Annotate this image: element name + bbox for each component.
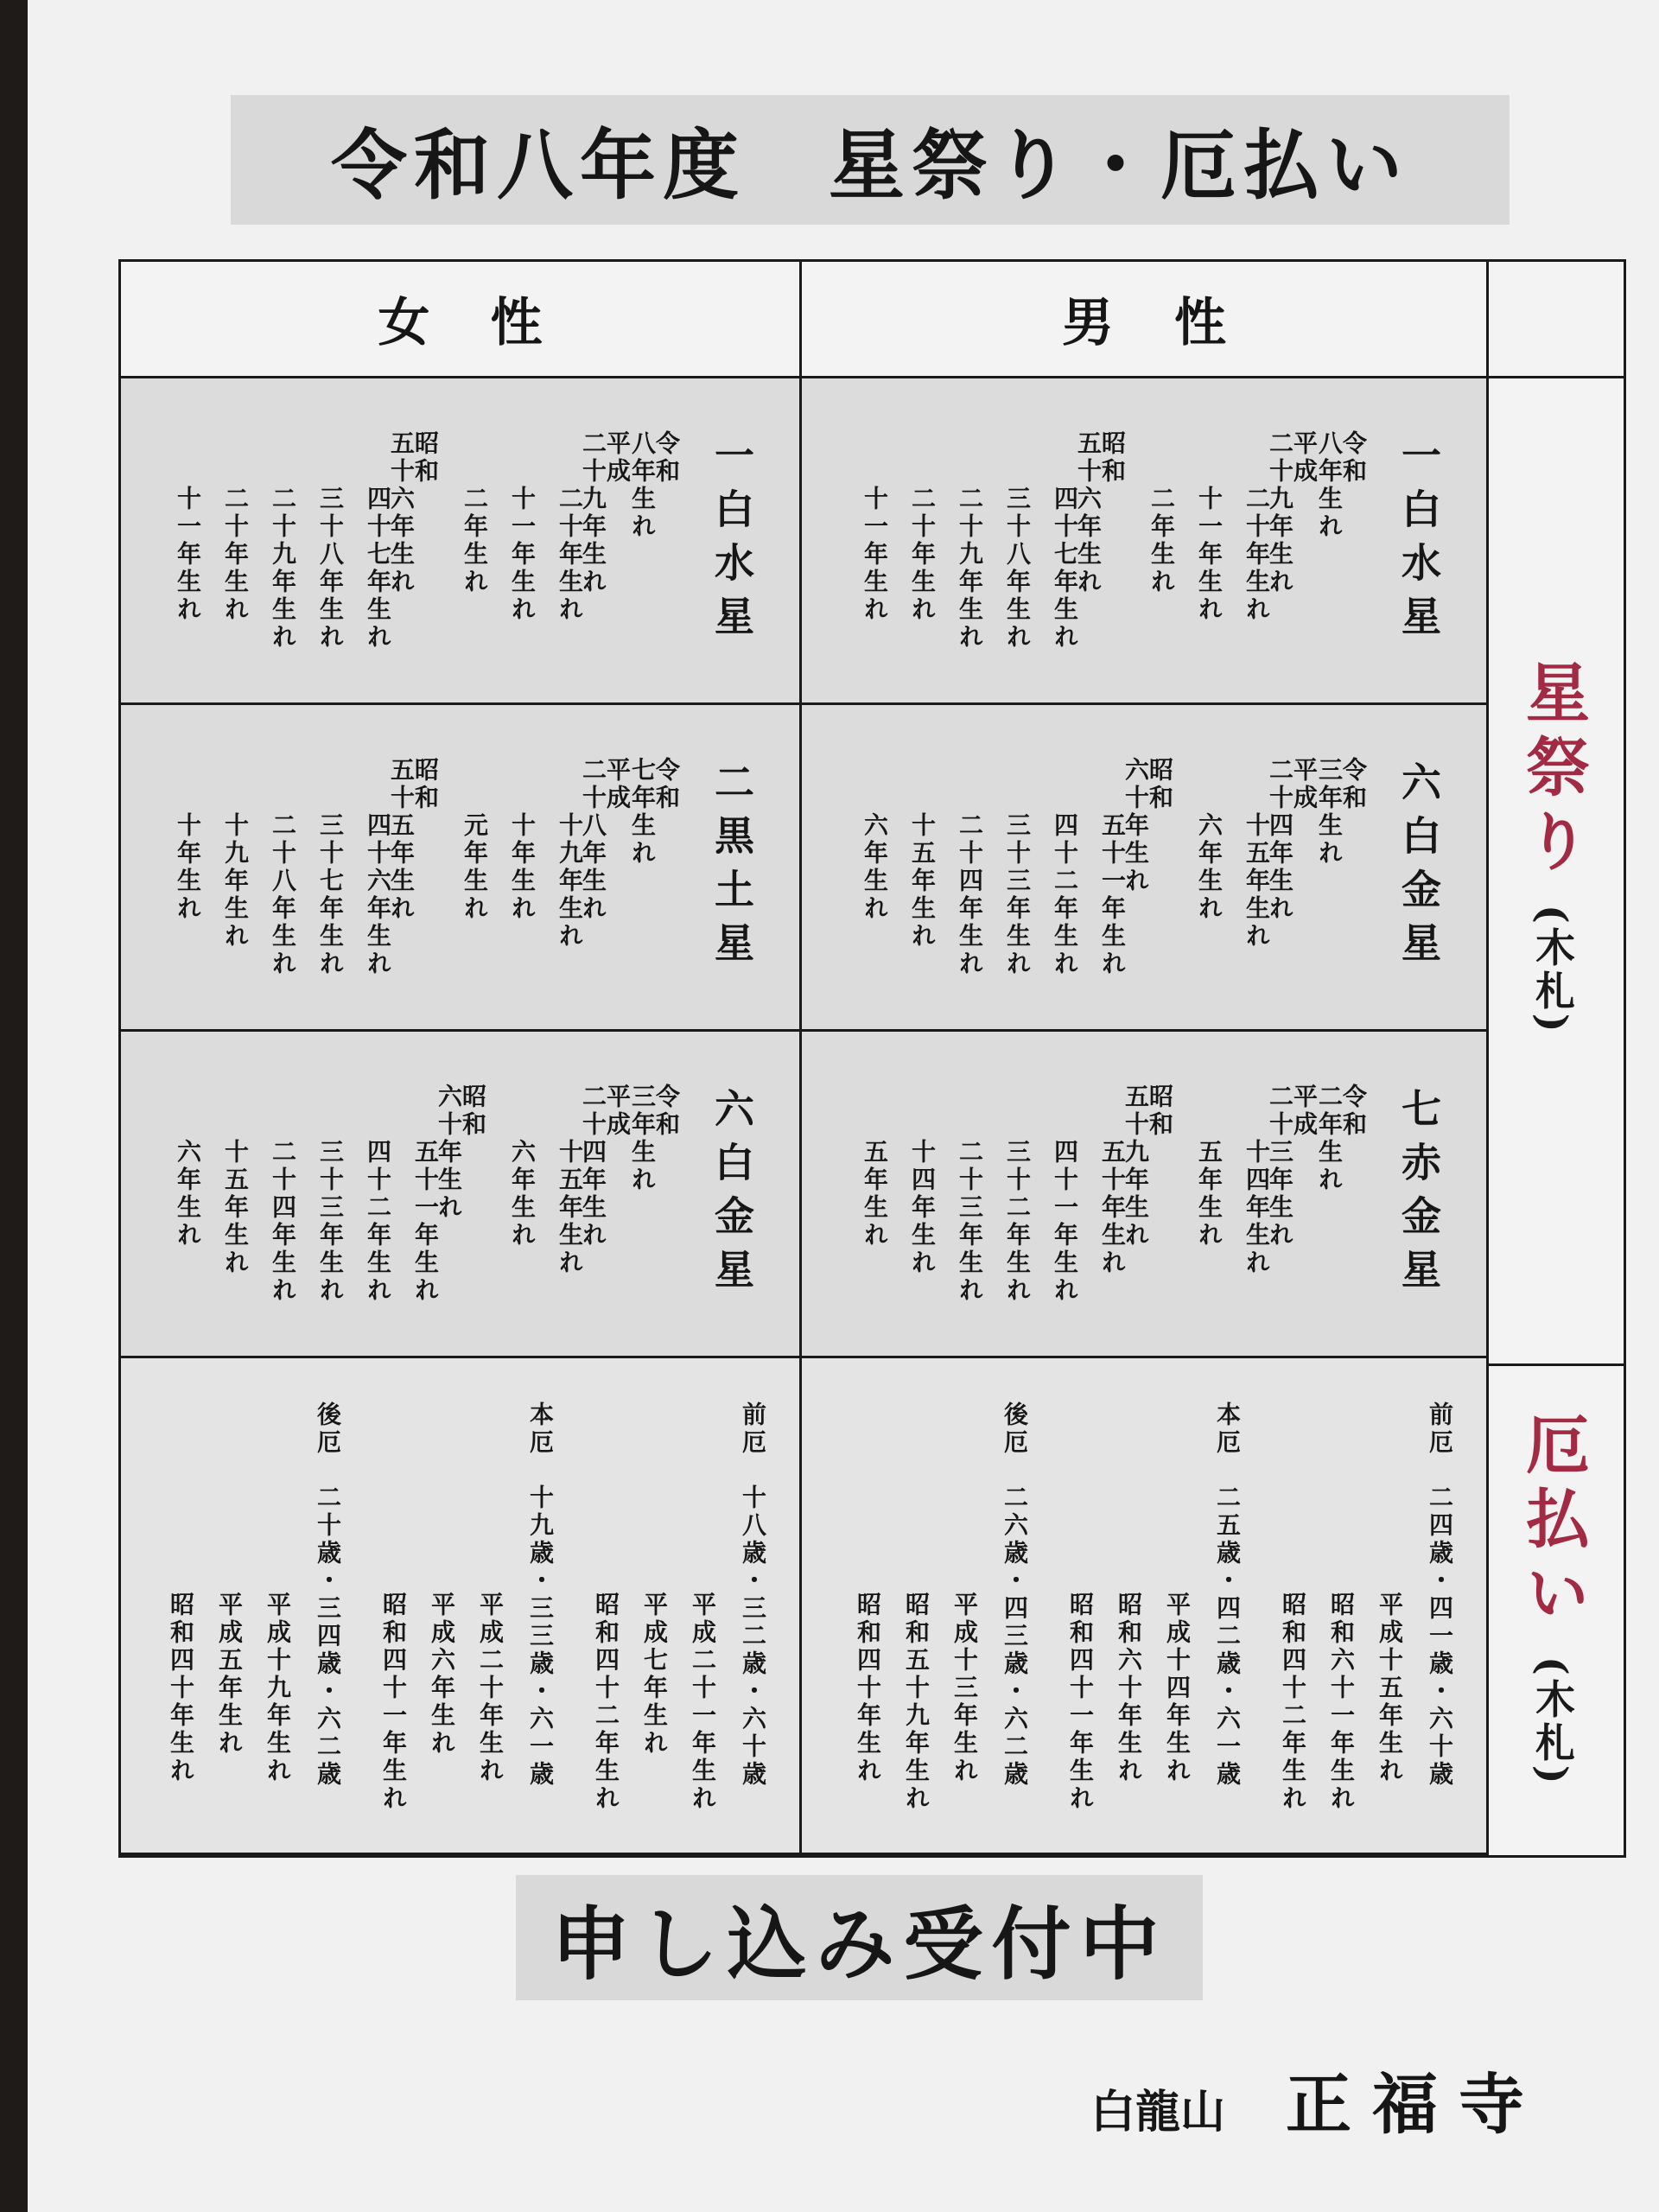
hoshi-cell-female: [121, 705, 802, 1032]
birth-year-column: [1074, 430, 1127, 596]
yaku-birth-year: 平成十九年生れ: [264, 1592, 292, 1785]
birth-year-column: [557, 812, 582, 950]
birth-year-column: [461, 486, 489, 596]
birth-year: 五十九年生れ: [1122, 1084, 1150, 1249]
yaku-label: 本厄: [526, 1402, 555, 1457]
birth-year: 十九年生れ: [221, 812, 250, 950]
birth-year: 十五年生れ: [908, 812, 937, 950]
era-name: 令和: [652, 757, 681, 812]
birth-year: 四十七年生れ: [364, 486, 392, 652]
birth-year-column: [1195, 1139, 1224, 1249]
birth-year-column: [628, 1084, 681, 1194]
birth-year-column: [508, 812, 537, 923]
birth-year-column: [1123, 757, 1172, 895]
yaku-birth-year: 平成二十年生れ: [476, 1592, 505, 1785]
birth-year: 二十四年生れ: [1266, 757, 1294, 923]
birth-year: 三十三年生れ: [1003, 812, 1032, 978]
birth-year-column: [1003, 486, 1032, 652]
page-title: 令和八年度 星祭り・厄払い: [231, 95, 1510, 225]
era-name: 令和: [1339, 1084, 1368, 1139]
yaku-birth-year: 平成五年生れ: [215, 1592, 244, 1758]
era-name: 昭和: [459, 1084, 487, 1139]
yaku-birth-year: 平成七年生れ: [640, 1592, 669, 1758]
birth-year: 二十九年生れ: [579, 430, 607, 596]
birth-year: 十九年生れ: [556, 812, 584, 950]
yaku-birth-year: 昭和四十二年生れ: [1279, 1592, 1307, 1813]
birth-year: 八年生れ: [1315, 430, 1344, 541]
yaku-birth-year: 昭和四十年生れ: [167, 1592, 195, 1785]
birth-year-column: [908, 1139, 937, 1277]
birth-year: 十一年生れ: [861, 486, 889, 624]
birth-year-column: [175, 1139, 200, 1249]
birth-year-column: [316, 812, 345, 978]
birth-year: 十四年生れ: [908, 1139, 937, 1277]
birth-year-column: [365, 812, 390, 978]
yaku-label-column: [741, 1402, 765, 1789]
birth-year-column: [387, 757, 440, 923]
yaku-birth-year: 昭和六十年生れ: [1115, 1592, 1143, 1785]
birth-year: 二十年生れ: [556, 486, 584, 624]
era-name: 平成: [1290, 430, 1319, 486]
birth-year-column: [908, 486, 937, 624]
birth-year-column: [1003, 812, 1032, 978]
yaku-birth-year: 平成十三年生れ: [950, 1592, 979, 1785]
side-label-hoshi-main: 星祭り: [1516, 659, 1590, 882]
birth-year-column: [1243, 1139, 1271, 1277]
birth-year-column: [436, 1084, 485, 1222]
yaku-spacer: [739, 1457, 767, 1484]
era-name: 令和: [652, 1084, 681, 1139]
birth-year-column: [628, 430, 681, 541]
birth-year-column: [365, 486, 390, 652]
birth-year: 十五年生れ: [1243, 812, 1271, 950]
birth-year: 四十六年生れ: [364, 812, 392, 978]
birth-year: 二十九年生れ: [956, 486, 984, 652]
birth-year: 十一年生れ: [1195, 486, 1224, 624]
yaku-spacer: [1213, 1457, 1242, 1484]
birth-year-column: [461, 812, 489, 923]
birth-year: 三年生れ: [1315, 757, 1344, 868]
era-name: 昭和: [1146, 1084, 1174, 1139]
header-male: 男性: [802, 262, 1489, 378]
side-label-hoshi: [1516, 659, 1590, 1036]
birth-year-column: [1147, 486, 1176, 596]
birth-year: 二十八年生れ: [269, 812, 297, 978]
birth-year: 三十三年生れ: [316, 1139, 345, 1305]
birth-year: 十五年生れ: [556, 1139, 584, 1277]
birth-year-column: [1243, 812, 1271, 950]
birth-year: 二十四年生れ: [956, 812, 984, 978]
birth-year-column: [508, 1139, 537, 1249]
schedule-table: [118, 259, 1626, 1858]
birth-year: 二年生れ: [461, 486, 489, 596]
era-name: 令和: [1339, 430, 1368, 486]
birth-year-column: [508, 486, 537, 624]
birth-year-column: [1003, 1139, 1032, 1305]
birth-year: 四十一年生れ: [1051, 1139, 1079, 1305]
yaku-ages: 十八歳・三二歳・六十歳: [739, 1484, 767, 1789]
birth-year: 三十七年生れ: [316, 812, 345, 978]
era-name: 平成: [1290, 757, 1319, 812]
birth-year-column: [1315, 1084, 1368, 1194]
birth-year-column: [1315, 757, 1368, 868]
birth-year-column: [1052, 486, 1077, 652]
birth-year: 五十六年生れ: [387, 430, 416, 596]
temple-mountain: 白龍山: [1090, 2086, 1226, 2139]
yaku-spacer: [526, 1457, 555, 1484]
yaku-label-column: [1213, 1402, 1242, 1789]
yaku-label-column: [526, 1402, 555, 1789]
birth-year: 三十八年生れ: [1003, 486, 1032, 652]
yaku-label: 本厄: [1213, 1402, 1242, 1457]
birth-year-column: [1098, 1139, 1127, 1277]
birth-year: 三年生れ: [628, 1084, 657, 1194]
birth-year-column: [862, 812, 887, 923]
birth-year: 二十八年生れ: [579, 757, 607, 923]
hoshi-cell-female: [121, 378, 802, 705]
birth-year: 五十六年生れ: [1074, 430, 1103, 596]
birth-year-column: [1266, 1084, 1319, 1249]
birth-year: 二年生れ: [1147, 486, 1176, 596]
birth-year: 二十九年生れ: [1266, 430, 1294, 596]
birth-year: 六年生れ: [1195, 812, 1224, 923]
birth-year-column: [270, 486, 295, 652]
birth-year: 十四年生れ: [1243, 1139, 1271, 1277]
side-label-yaku: [1516, 1411, 1590, 1788]
birth-year-column: [175, 486, 200, 624]
birth-year-column: [579, 1084, 632, 1249]
birth-year-column: [957, 812, 982, 978]
birth-year: 二十年生れ: [908, 486, 937, 624]
yaku-spacer: [1001, 1457, 1029, 1484]
temple-signature: [1090, 2052, 1546, 2143]
birth-year: 五十年生れ: [1098, 1139, 1127, 1277]
birth-year: 十一年生れ: [508, 486, 537, 624]
birth-year: 二年生れ: [1315, 1084, 1344, 1194]
star-name: 一白水星: [1395, 435, 1442, 649]
yaku-label: 前厄: [739, 1402, 767, 1457]
yaku-ages: 二四歳・四一歳・六十歳: [1426, 1484, 1454, 1789]
era-name: 平成: [603, 757, 632, 812]
era-name: 平成: [603, 1084, 632, 1139]
era-name: 昭和: [411, 430, 440, 486]
birth-year-column: [316, 486, 345, 652]
birth-year-column: [1243, 486, 1271, 624]
birth-year: 五十五年生れ: [387, 757, 416, 923]
yaku-label: 後厄: [1001, 1402, 1029, 1457]
birth-year-column: [411, 1139, 440, 1305]
birth-year-column: [579, 430, 632, 596]
yaku-spacer: [314, 1457, 342, 1484]
birth-year-column: [557, 486, 582, 624]
birth-year-column: [957, 486, 982, 652]
era-name: 昭和: [1146, 757, 1174, 812]
birth-year-column: [862, 486, 887, 624]
yaku-spacer: [1426, 1457, 1454, 1484]
side-label-yaku-sub: (木札): [1529, 1656, 1576, 1788]
birth-year-column: [1266, 757, 1319, 923]
birth-year: 五年生れ: [861, 1139, 889, 1249]
birth-year: 四十二年生れ: [1051, 812, 1079, 978]
side-label-yaku-main: 厄払い: [1516, 1411, 1590, 1634]
hoshi-cell-female: [121, 1032, 802, 1358]
birth-year-column: [1315, 430, 1368, 541]
birth-year-column: [175, 812, 200, 923]
birth-year: 二十年生れ: [221, 486, 250, 624]
era-name: 平成: [603, 430, 632, 486]
birth-year: 八年生れ: [628, 430, 657, 541]
birth-year-column: [221, 486, 250, 624]
yaku-birth-year: 昭和四十一年生れ: [1066, 1592, 1095, 1813]
yaku-birth-year: 昭和四十年生れ: [854, 1592, 882, 1785]
yaku-birth-year: 平成十五年生れ: [1376, 1592, 1404, 1785]
yaku-cell-male: [802, 1358, 1489, 1855]
birth-year-column: [908, 812, 937, 950]
birth-year-column: [1052, 1139, 1077, 1305]
birth-year: 六年生れ: [861, 812, 889, 923]
era-name: 平成: [1290, 1084, 1319, 1139]
birth-year-column: [1195, 812, 1224, 923]
birth-year: 二十九年生れ: [269, 486, 297, 652]
yaku-label-column: [1002, 1402, 1027, 1789]
yaku-birth-year: 昭和四十一年生れ: [379, 1592, 408, 1813]
hoshi-cell-male: [802, 1032, 1489, 1358]
yaku-birth-year: 平成二十一年生れ: [689, 1592, 717, 1813]
yaku-ages: 二五歳・四二歳・六一歳: [1213, 1484, 1242, 1789]
birth-year: 五十一年生れ: [1098, 812, 1127, 978]
birth-year-column: [270, 1139, 295, 1305]
application-open-banner: 申し込み受付中: [516, 1875, 1203, 2000]
yaku-birth-year: 昭和六十一年生れ: [1327, 1592, 1356, 1813]
birth-year-column: [957, 1139, 982, 1305]
birth-year: 三十二年生れ: [1003, 1139, 1032, 1305]
birth-year: 五年生れ: [1195, 1139, 1224, 1249]
star-name: 二黒土星: [709, 761, 755, 976]
birth-year: 七年生れ: [628, 757, 657, 868]
birth-year-column: [387, 430, 440, 596]
birth-year-column: [1098, 812, 1127, 978]
birth-year-column: [579, 757, 632, 923]
birth-year: 四十二年生れ: [364, 1139, 392, 1305]
birth-year: 十年生れ: [174, 812, 202, 923]
yaku-label: 前厄: [1426, 1402, 1454, 1457]
birth-year: 二十四年生れ: [269, 1139, 297, 1305]
birth-year: 十五年生れ: [221, 1139, 250, 1277]
header-blank: [1489, 262, 1624, 378]
birth-year-column: [1052, 812, 1077, 978]
yaku-ages: 二六歳・四三歳・六二歳: [1001, 1484, 1029, 1789]
yaku-ages: 十九歳・三三歳・六一歳: [526, 1484, 555, 1789]
birth-year-column: [862, 1139, 887, 1249]
birth-year: 五十一年生れ: [411, 1139, 440, 1305]
temple-name: 正福寺: [1286, 2066, 1546, 2143]
birth-year: 十一年生れ: [174, 486, 202, 624]
birth-year-column: [557, 1139, 582, 1277]
birth-year: 六年生れ: [174, 1139, 202, 1249]
birth-year-column: [365, 1139, 390, 1305]
era-name: 令和: [1339, 757, 1368, 812]
hoshi-cell-male: [802, 705, 1489, 1032]
era-name: 令和: [652, 430, 681, 486]
birth-year: 二十三年生れ: [956, 1139, 984, 1305]
yaku-birth-year: 平成六年生れ: [428, 1592, 456, 1758]
yaku-ages: 二十歳・三四歳・六二歳: [314, 1484, 342, 1789]
birth-year-column: [221, 1139, 250, 1277]
notice-paper: [28, 0, 1659, 2212]
birth-year-column: [221, 812, 250, 950]
star-name: 六白金星: [709, 1088, 755, 1302]
birth-year: 十年生れ: [508, 812, 537, 923]
yaku-label-column: [1427, 1402, 1452, 1789]
birth-year: 四十七年生れ: [1051, 486, 1079, 652]
birth-year-column: [316, 1139, 345, 1305]
birth-year: 三十八年生れ: [316, 486, 345, 652]
yaku-birth-year: 昭和四十二年生れ: [592, 1592, 620, 1813]
birth-year-column: [1123, 1084, 1172, 1249]
yaku-label-column: [315, 1402, 340, 1789]
yaku-cell-female: [121, 1358, 802, 1855]
birth-year-column: [1195, 486, 1224, 624]
era-name: 昭和: [1098, 430, 1127, 486]
birth-year: 六十年生れ: [435, 1084, 463, 1222]
birth-year-column: [1266, 430, 1319, 596]
birth-year: 六年生れ: [508, 1139, 537, 1249]
birth-year: 元年生れ: [461, 812, 489, 923]
side-divider: [1489, 1363, 1624, 1366]
star-name: 一白水星: [709, 435, 755, 649]
birth-year-column: [628, 757, 681, 868]
star-name: 六白金星: [1395, 761, 1442, 976]
birth-year: 六十年生れ: [1122, 757, 1150, 895]
star-name: 七赤金星: [1395, 1088, 1442, 1302]
hoshi-cell-male: [802, 378, 1489, 705]
yaku-birth-year: 平成十四年生れ: [1163, 1592, 1192, 1785]
birth-year-column: [270, 812, 295, 978]
yaku-label: 後厄: [314, 1402, 342, 1457]
birth-year: 二十四年生れ: [579, 1084, 607, 1249]
era-name: 昭和: [411, 757, 440, 812]
header-female: 女性: [121, 262, 802, 378]
side-label-hoshi-sub: (木札): [1529, 904, 1576, 1036]
birth-year: 二十年生れ: [1243, 486, 1271, 624]
yaku-birth-year: 昭和五十九年生れ: [902, 1592, 931, 1813]
birth-year: 二十三年生れ: [1266, 1084, 1294, 1249]
